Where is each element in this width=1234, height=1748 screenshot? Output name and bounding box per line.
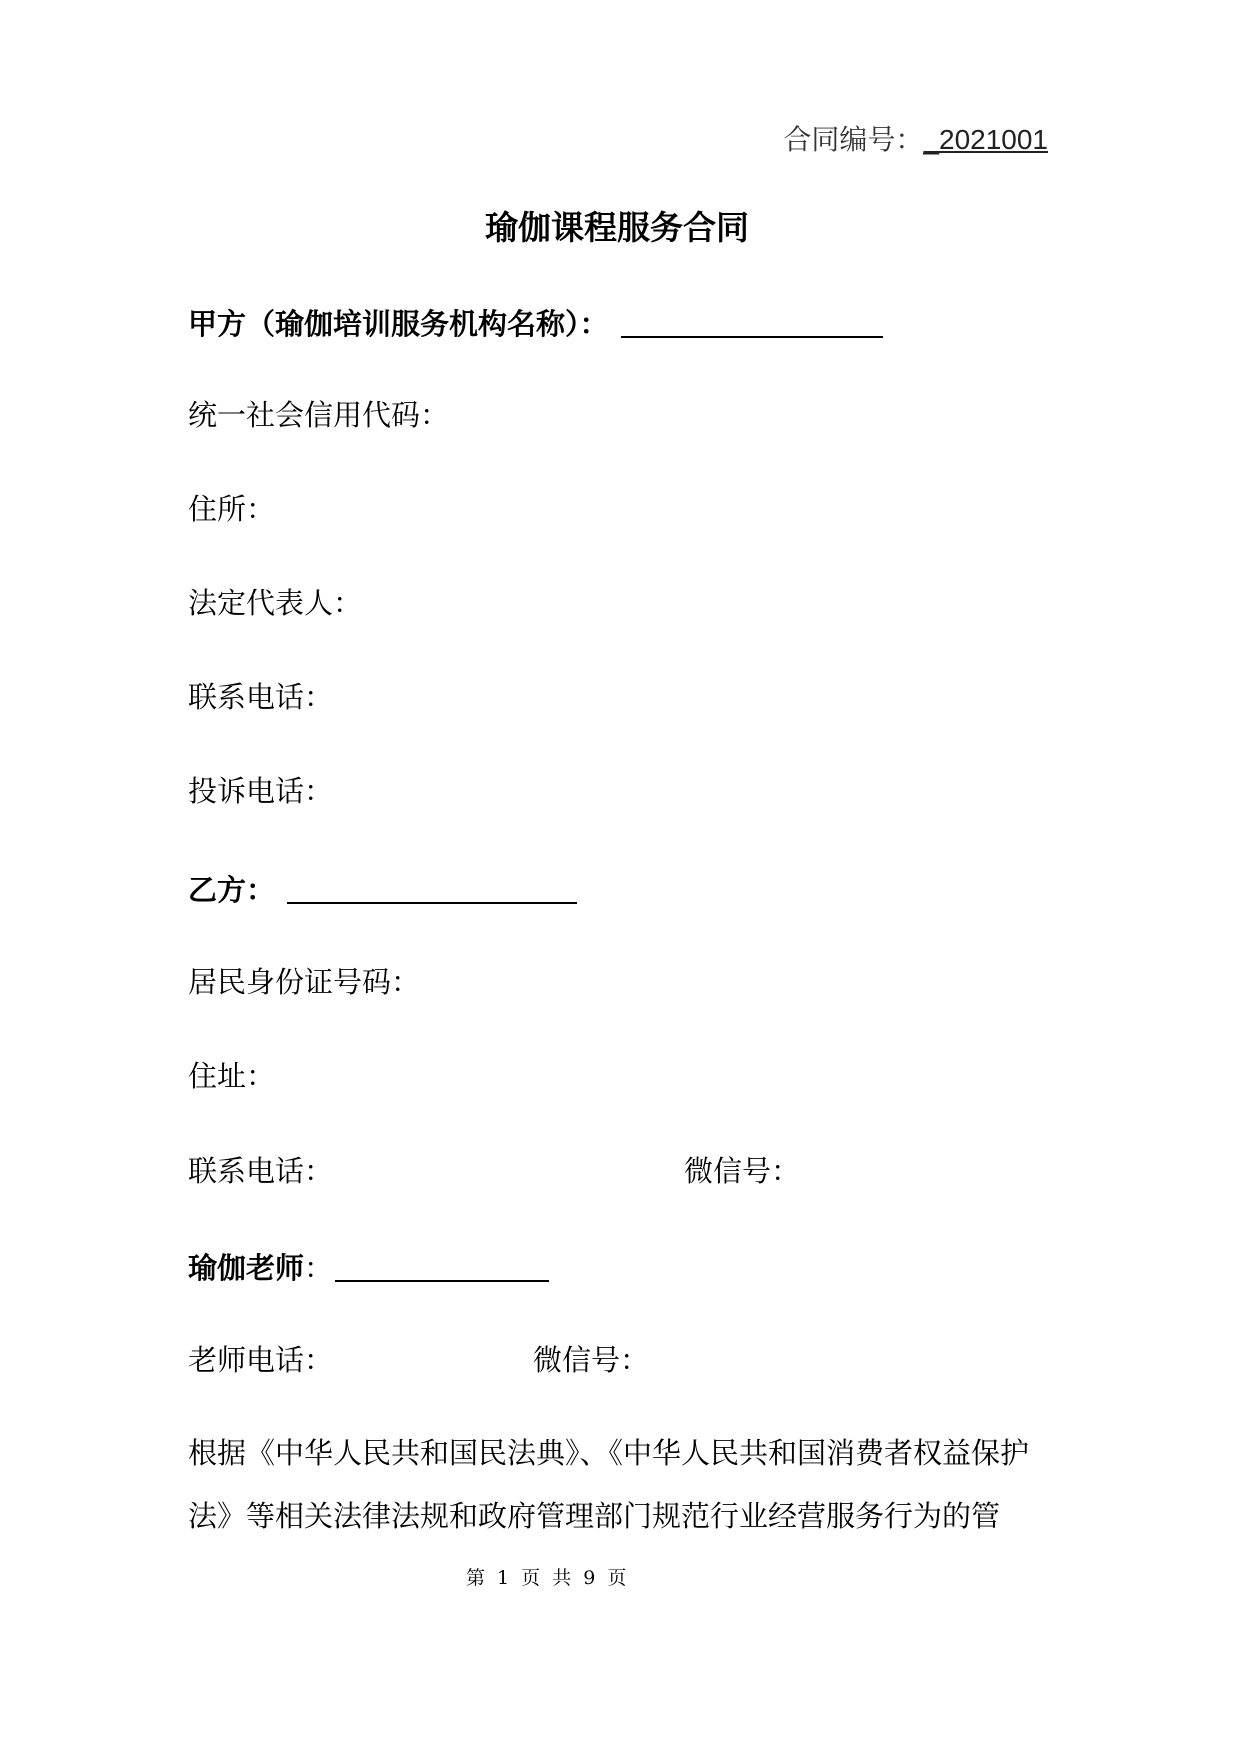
party-b-heading xyxy=(188,868,577,909)
document-title: 瑜伽课程服务合同 xyxy=(485,208,749,247)
party-a-credit-code: 统一社会信用代码： xyxy=(188,398,450,432)
teacher-wechat: 微信号： xyxy=(533,1343,650,1377)
contract-number xyxy=(783,121,1048,159)
party-a-phone: 联系电话： xyxy=(188,680,334,714)
party-b-wechat: 微信号： xyxy=(684,1154,801,1188)
party-b-phone: 联系电话： xyxy=(188,1154,334,1188)
party-a-heading xyxy=(188,302,883,343)
teacher-heading-label: 瑜伽老师 xyxy=(188,1251,305,1285)
teacher-name-blank xyxy=(335,1250,549,1282)
contract-number-label: 合同编号： xyxy=(783,123,924,156)
page-footer: 第 1 页 共 9 页 xyxy=(466,1567,627,1589)
party-b-id-number: 居民身份证号码： xyxy=(188,965,421,999)
body-paragraph: 根据《中华人民共和国民法典》、《中华人民共和国消费者权益保护法》等相关法律法规和政府管理部门规范行业经营服务行为的管 xyxy=(188,1436,1030,1533)
party-a-heading-label: 甲方（瑜伽培训服务机构名称）： xyxy=(188,307,609,341)
party-a-address: 住所： xyxy=(188,492,276,526)
teacher-heading xyxy=(188,1246,549,1287)
party-a-name-blank xyxy=(621,306,883,338)
teacher-phone: 老师电话： xyxy=(188,1343,334,1377)
party-a-complaint-phone: 投诉电话： xyxy=(188,774,334,808)
party-a-legal-rep: 法定代表人： xyxy=(188,586,363,620)
party-b-name-blank xyxy=(287,872,577,904)
party-b-address: 住址： xyxy=(188,1059,276,1093)
contract-number-value: _2021001 xyxy=(923,124,1048,155)
party-b-heading-label: 乙方： xyxy=(188,873,276,907)
teacher-heading-colon: ： xyxy=(304,1251,334,1285)
